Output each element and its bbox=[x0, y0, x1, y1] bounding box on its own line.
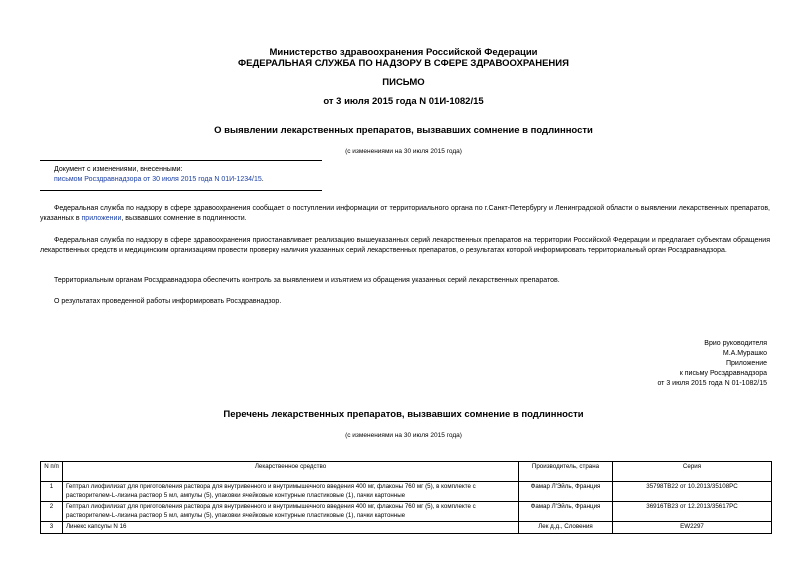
col-header-drug: Лекарственное средство bbox=[63, 462, 519, 482]
row-maker: Фамар Л'Эйль, Франция bbox=[519, 502, 613, 522]
ministry-name: Министерство здравоохранения Российской Федерации bbox=[269, 47, 538, 58]
appendix-ref-letter: к письму Росздравнадзора bbox=[679, 370, 767, 377]
changes-link-suffix: . bbox=[261, 176, 264, 183]
document-subject: О выявлении лекарственных препаратов, вызвавших сомнение в подлинности bbox=[214, 125, 593, 136]
signature-name: М.А.Мурашко bbox=[722, 350, 767, 357]
row-num: 1 bbox=[41, 482, 63, 502]
changes-top-rule bbox=[40, 160, 322, 161]
document-revision: (с изменениями на 30 июля 2015 года) bbox=[345, 148, 462, 155]
row-series: 35798ТВ22 от 10.2013/35108PC bbox=[613, 482, 772, 502]
document-date-number: от 3 июля 2015 года N 01И-1082/15 bbox=[323, 96, 484, 107]
paragraph-1 bbox=[40, 204, 770, 224]
row-drug: Линекс капсулы N 16 bbox=[63, 522, 519, 534]
row-num: 2 bbox=[41, 502, 63, 522]
row-drug: Гептрал лиофилизат для приготовления раствора для внутривенного и внутримышечного введения 400 мг, флаконы 760 мг (5), в комплекте с растворителем-L-лизина раствор 5 мл, ампулы (5), упаковки ячейковые контурные пластиковые (1), пачки картонные bbox=[63, 482, 519, 502]
service-name: ФЕДЕРАЛЬНАЯ СЛУЖБА ПО НАДЗОРУ В СФЕРЕ ЗДРАВООХРАНЕНИЯ bbox=[238, 58, 569, 69]
table-row bbox=[41, 482, 772, 502]
changes-bottom-rule bbox=[40, 190, 322, 191]
appendix-link[interactable]: приложении bbox=[81, 215, 122, 222]
appendix-revision: (с изменениями на 30 июля 2015 года) bbox=[345, 432, 462, 439]
drug-table bbox=[40, 461, 772, 534]
paragraph-4: О результатах проведенной работы информировать Росздравнадзор. bbox=[54, 298, 282, 305]
row-drug: Гептрал лиофилизат для приготовления раствора для внутривенного и внутримышечного введения 400 мг, флаконы 760 мг (5), в комплекте с растворителем-L-лизина раствор 5 мл, ампулы (5), упаковки ячейковые контурные пластиковые (1), пачки картонные bbox=[63, 502, 519, 522]
changes-label: Документ с изменениями, внесенными: bbox=[54, 166, 183, 173]
paragraph-3: Территориальным органам Росздравнадзора обеспечить контроль за выявлением и изъятием из обращения указанных серий лекарственных препаратов. bbox=[54, 277, 560, 284]
table-header-row bbox=[41, 462, 772, 482]
appendix-title: Перечень лекарственных препаратов, вызвавших сомнение в подлинности bbox=[223, 409, 584, 420]
row-series: EW2297 bbox=[613, 522, 772, 534]
paragraph-2: Федеральная служба по надзору в сфере здравоохранения приостанавливает реализацию вышеуказанных серий лекарственных препаратов на территории Российской Федерации и предлагает субъектам обращения лекарственных средств и медицинским организациям провести проверку наличия указанных серий лекарственных препаратов, о результатах которой информировать территориальный орган Росздравнадзора. bbox=[40, 237, 770, 254]
amendment-letter-link[interactable]: письмом Росздравнадзора от 30 июля 2015 года N 01И-1234/15 bbox=[54, 176, 262, 183]
paragraph-1-text: Федеральная служба по надзору в сфере здравоохранения сообщает о поступлении информации от территориального органа по г.Санкт-Петербургу и Ленинградской области о выявлении лекарственных препаратов, указанных в bbox=[40, 205, 770, 222]
col-header-series: Серия bbox=[613, 462, 772, 482]
row-maker: Фамар Л'Эйль, Франция bbox=[519, 482, 613, 502]
col-header-num: N п/п bbox=[41, 462, 63, 482]
table-row bbox=[41, 522, 772, 534]
table-row bbox=[41, 502, 772, 522]
appendix-ref-title: Приложение bbox=[725, 360, 767, 367]
row-num: 3 bbox=[41, 522, 63, 534]
document-type: ПИСЬМО bbox=[382, 77, 425, 88]
changes-link-line bbox=[54, 175, 354, 185]
signature-position: Врио руководителя bbox=[704, 340, 767, 347]
appendix-ref-date: от 3 июля 2015 года N 01-1082/15 bbox=[657, 380, 767, 387]
col-header-maker: Производитель, страна bbox=[519, 462, 613, 482]
paragraph-1-tail: , вызвавших сомнение в подлинности. bbox=[121, 215, 247, 222]
row-series: 36916ТВ23 от 12.2013/35617PC bbox=[613, 502, 772, 522]
row-maker: Лек д.д., Словения bbox=[519, 522, 613, 534]
